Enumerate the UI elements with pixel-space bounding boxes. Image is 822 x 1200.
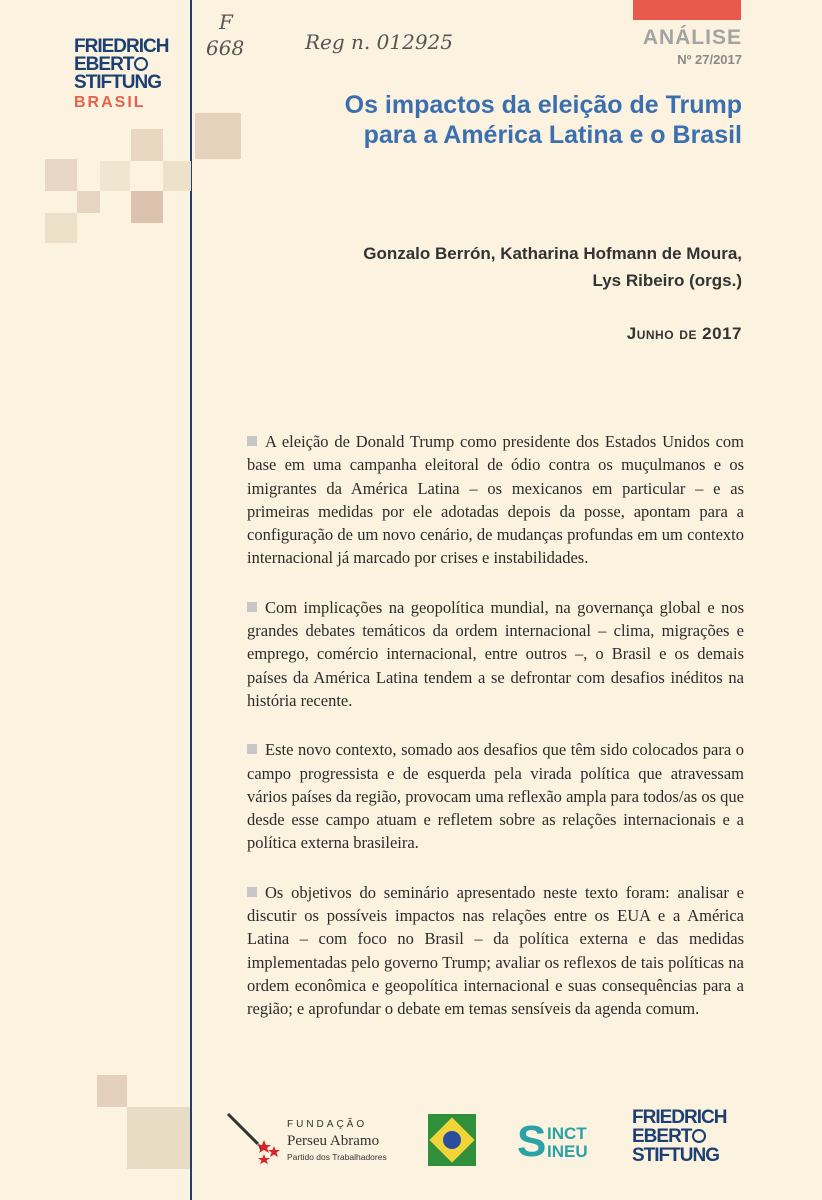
logo-line: EBERT xyxy=(74,56,189,74)
ineu-s-icon: S xyxy=(517,1117,547,1166)
brazil-flag-logo xyxy=(428,1114,476,1166)
series-label: ANÁLISE xyxy=(642,26,742,49)
decor-square xyxy=(100,161,130,191)
abstract-body xyxy=(247,430,744,1047)
document-title xyxy=(222,90,742,150)
pen-star-icon xyxy=(224,1110,284,1164)
logo-line: STIFTUNG xyxy=(632,1145,719,1166)
paragraph xyxy=(247,596,744,712)
partner-logos xyxy=(220,1108,750,1168)
paragraph-text: Este novo contexto, somado aos desafios que têm sido colocados para o campo progressista e de esquerda pela virada política que atravessam vários países da região, provocam uma reflexão ampla para todos/as os que desde esse campo atuam e refletem sobre as relações internacionais e a política externa brasileira. xyxy=(247,740,744,853)
publication-date: Junho de 2017 xyxy=(626,324,742,343)
logo-line: STIFTUNG xyxy=(74,72,161,93)
globe-icon xyxy=(692,1129,706,1143)
series-header xyxy=(643,26,742,67)
red-accent-tab xyxy=(633,0,741,20)
handwritten-mark: F xyxy=(219,10,233,34)
handwritten-mark: 668 xyxy=(206,36,245,60)
square-bullet-icon xyxy=(247,602,257,612)
authors-line: Gonzalo Berrón, Katharina Hofmann de Moura, xyxy=(363,244,742,263)
decor-square xyxy=(77,191,100,213)
paragraph-text: Os objetivos do seminário apresentado neste texto foram: analisar e discutir os possíveis impactos nas relações entre os EUA e a América Latina – com foco no Brasil – da política externa e das medidas implementadas pelo governo Trump; avaliar os reflexos de tais políticas na ordem econômica e geopolítica internacional e suas consequências para a região; e aprofundar o debate em temas sensíveis da agenda comum. xyxy=(247,882,744,1019)
square-bullet-icon xyxy=(247,887,257,897)
fes-footer-logo xyxy=(632,1108,750,1165)
square-bullet-icon xyxy=(247,436,257,446)
paragraph-text: A eleição de Donald Trump como presidente dos Estados Unidos com base em uma campanha eleitoral de ódio contra os muçulmanos e os imigrantes da América Latina – os mexicanos em particular – e as primeiras medidas por ele adotadas depois da posse, apontam para a configuração de um novo cenário, de mudanças profundas em um contexto internacional já marcado por crises e instabilidades. xyxy=(247,432,744,568)
decor-square xyxy=(163,161,191,191)
decor-square xyxy=(45,213,77,243)
fpa-line: Perseu Abramo xyxy=(287,1133,380,1149)
logo-line: EBERT xyxy=(632,1127,750,1146)
logo-line: FRIEDRICH xyxy=(632,1107,727,1128)
globe-icon xyxy=(134,57,148,71)
square-bullet-icon xyxy=(247,744,257,754)
authors-line: Lys Ribeiro (orgs.) xyxy=(592,271,742,290)
inct-line: INEU xyxy=(547,1142,588,1161)
series-number: Nº 27/2017 xyxy=(677,52,742,67)
inct-ineu-logo xyxy=(517,1117,607,1166)
fes-brasil-logo xyxy=(74,38,189,112)
logo-brasil: BRASIL xyxy=(74,94,146,111)
fpa-line: FUNDAÇÃO xyxy=(287,1119,368,1130)
authors xyxy=(222,240,742,294)
decor-square xyxy=(127,1107,190,1169)
paragraph xyxy=(247,881,744,1021)
fundacao-perseu-abramo-logo xyxy=(220,1108,400,1168)
paragraph-text: Com implicações na geopolítica mundial, na governança global e nos grandes debates temáticos da ordem internacional – clima, migrações e emprego, comércio internacional, entre outros –, o Brasil e os demais países da América Latina tendem a se defrontar com desafios inéditos na história recente. xyxy=(247,597,744,710)
decor-square xyxy=(97,1075,127,1107)
title-line: Os impactos da eleição de Trump xyxy=(344,91,742,119)
paragraph xyxy=(247,430,744,570)
inct-line: INCT xyxy=(547,1124,587,1143)
decor-square xyxy=(131,129,163,161)
title-line: para a América Latina e o Brasil xyxy=(363,121,742,149)
fpa-line: Partido dos Trabalhadores xyxy=(287,1152,387,1162)
logo-line: FRIEDRICH xyxy=(74,36,169,57)
paragraph xyxy=(247,738,744,854)
decor-square xyxy=(131,191,163,223)
handwritten-registration: Reg n. 012925 xyxy=(305,30,453,54)
decor-square xyxy=(45,159,77,191)
